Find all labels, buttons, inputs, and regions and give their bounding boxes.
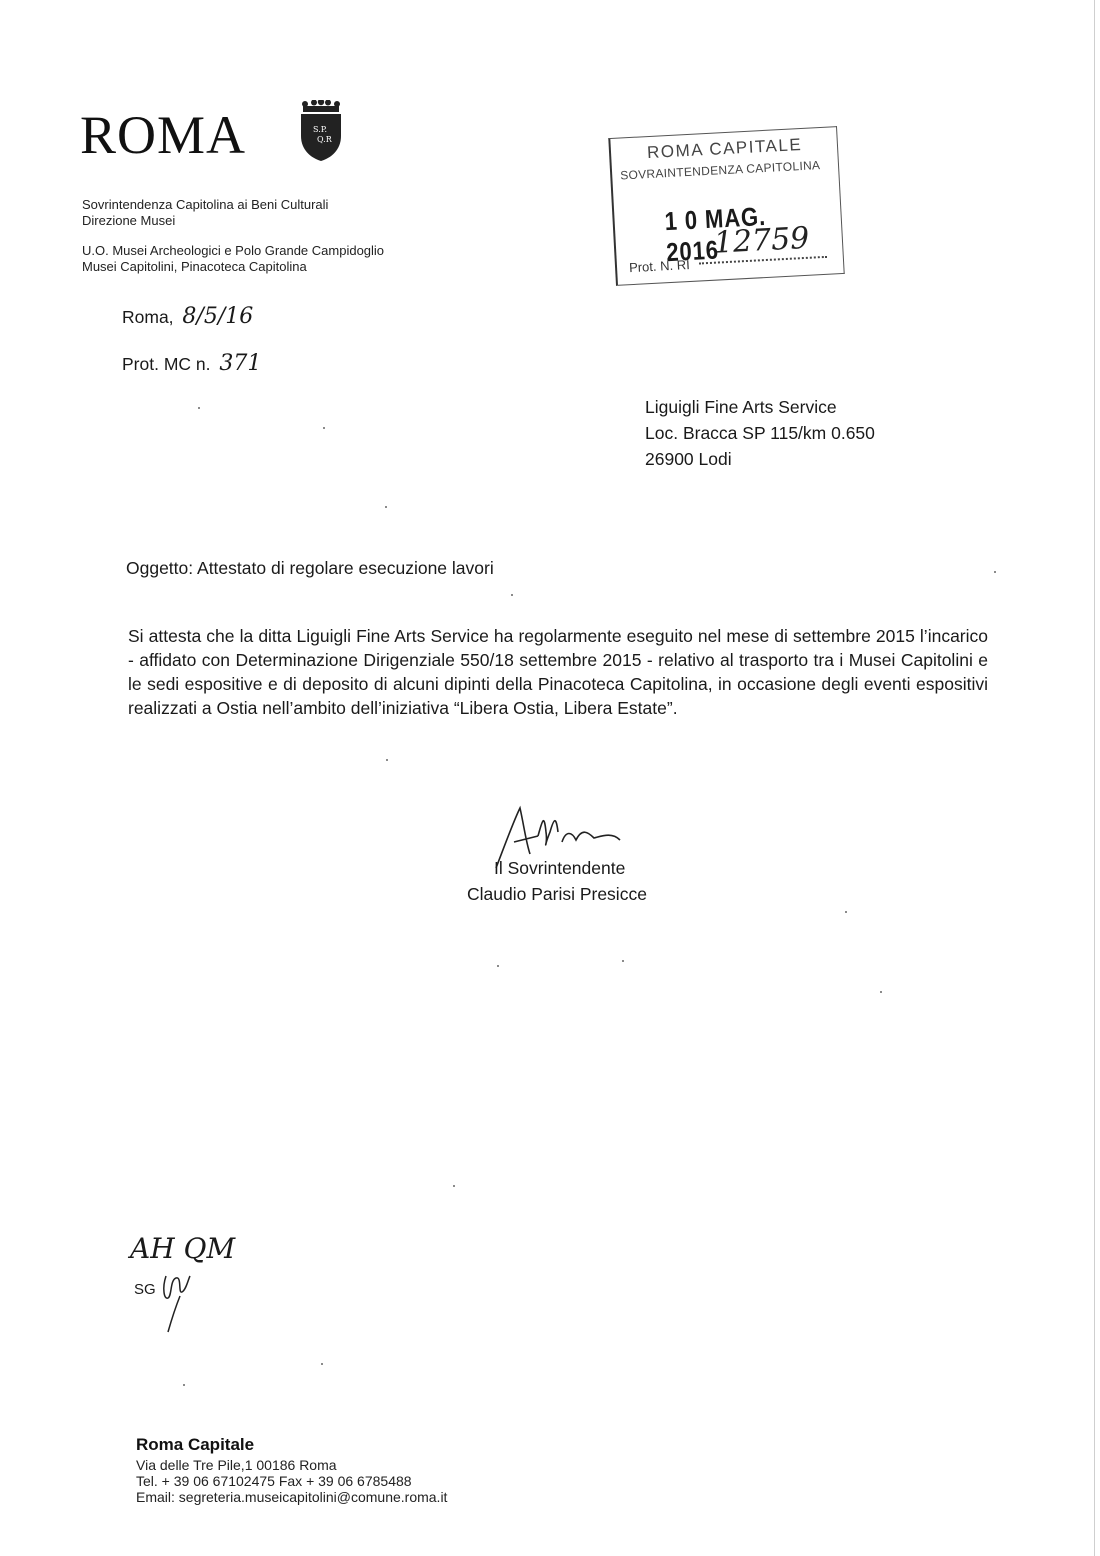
sg-handwritten-mark <box>156 1270 196 1334</box>
scan-speck <box>323 427 325 429</box>
footer-phone: Tel. + 39 06 67102475 Fax + 39 06 6785488 <box>136 1473 412 1489</box>
scan-speck <box>497 965 499 967</box>
protocol-line <box>122 352 261 376</box>
scan-speck <box>386 759 388 761</box>
handwritten-prot-number: 371 <box>219 351 262 376</box>
handwritten-initials: AH QM <box>130 1232 236 1265</box>
footer-email: Email: segreteria.museicapitolini@comune.roma.it <box>136 1489 448 1505</box>
signature-name: Claudio Parisi Presicce <box>467 884 647 904</box>
dept-line-1: Sovrintendenza Capitolina ai Beni Culturali <box>82 197 329 212</box>
footer-org: Roma Capitale <box>136 1435 255 1454</box>
prot-label: Prot. MC n. <box>122 354 211 374</box>
dept-line-2: Direzione Musei <box>82 213 176 228</box>
footer-address: Via delle Tre Pile,1 00186 Roma <box>136 1457 337 1473</box>
scan-speck <box>453 1185 455 1187</box>
scan-edge-line <box>1094 0 1095 1556</box>
protocol-stamp <box>608 126 844 286</box>
scan-speck <box>994 571 996 573</box>
recipient-city: 26900 Lodi <box>645 449 732 469</box>
svg-text:Q.R: Q.R <box>317 135 332 144</box>
stamp-prot-label: Prot. N. RI <box>628 257 691 276</box>
dept-line-3: U.O. Musei Archeologici e Polo Grande Campidoglio <box>82 243 385 258</box>
scan-speck <box>321 1363 323 1365</box>
sg-label: SG <box>134 1281 156 1298</box>
subject-line: Oggetto: Attestato di regolare esecuzione lavori <box>126 558 494 578</box>
scan-speck <box>183 1384 185 1386</box>
signature-role: Il Sovrintendente <box>494 858 626 878</box>
recipient-address: Loc. Bracca SP 115/km 0.650 <box>645 423 875 443</box>
recipient-name: Liguigli Fine Arts Service <box>645 397 837 417</box>
stamp-line-2: SOVRAINTENDENZA CAPITOLINA <box>619 158 821 183</box>
svg-text:S.P.: S.P. <box>313 125 328 134</box>
scan-speck <box>385 506 387 508</box>
scan-speck <box>845 911 847 913</box>
place-label: Roma, <box>122 307 174 327</box>
scan-speck <box>880 991 882 993</box>
scan-speck <box>198 407 200 409</box>
handwritten-date: 8/5/16 <box>182 304 254 329</box>
stamp-date: 1 0 MAG. 2016 <box>663 200 767 268</box>
scan-speck <box>511 594 513 596</box>
roma-logo-text: ROMA <box>80 105 247 165</box>
dept-line-4: Musei Capitolini, Pinacoteca Capitolina <box>82 259 307 274</box>
scan-speck <box>622 960 624 962</box>
date-line <box>122 305 253 329</box>
rome-coat-of-arms-icon <box>295 100 347 162</box>
stamp-line-1: ROMA CAPITALE <box>646 134 803 163</box>
body-paragraph: Si attesta che la ditta Liguigli Fine Arts Service ha regolarmente eseguito nel mese di settembre 2015 l’incarico - affidato con Determinazione Dirigenziale 550/18 settembre 2015 - relativo al trasporto tra i Musei Capitolini e le sedi espositive e di deposito di alcuni dipinti della Pinacoteca Capitolina, in occasione degli eventi espositivi realizzati a Ostia nell’ambito dell’iniziativa “Libera Ostia, Libera Estate”. <box>128 626 988 718</box>
stamp-handwritten-number: 12759 <box>713 220 811 261</box>
